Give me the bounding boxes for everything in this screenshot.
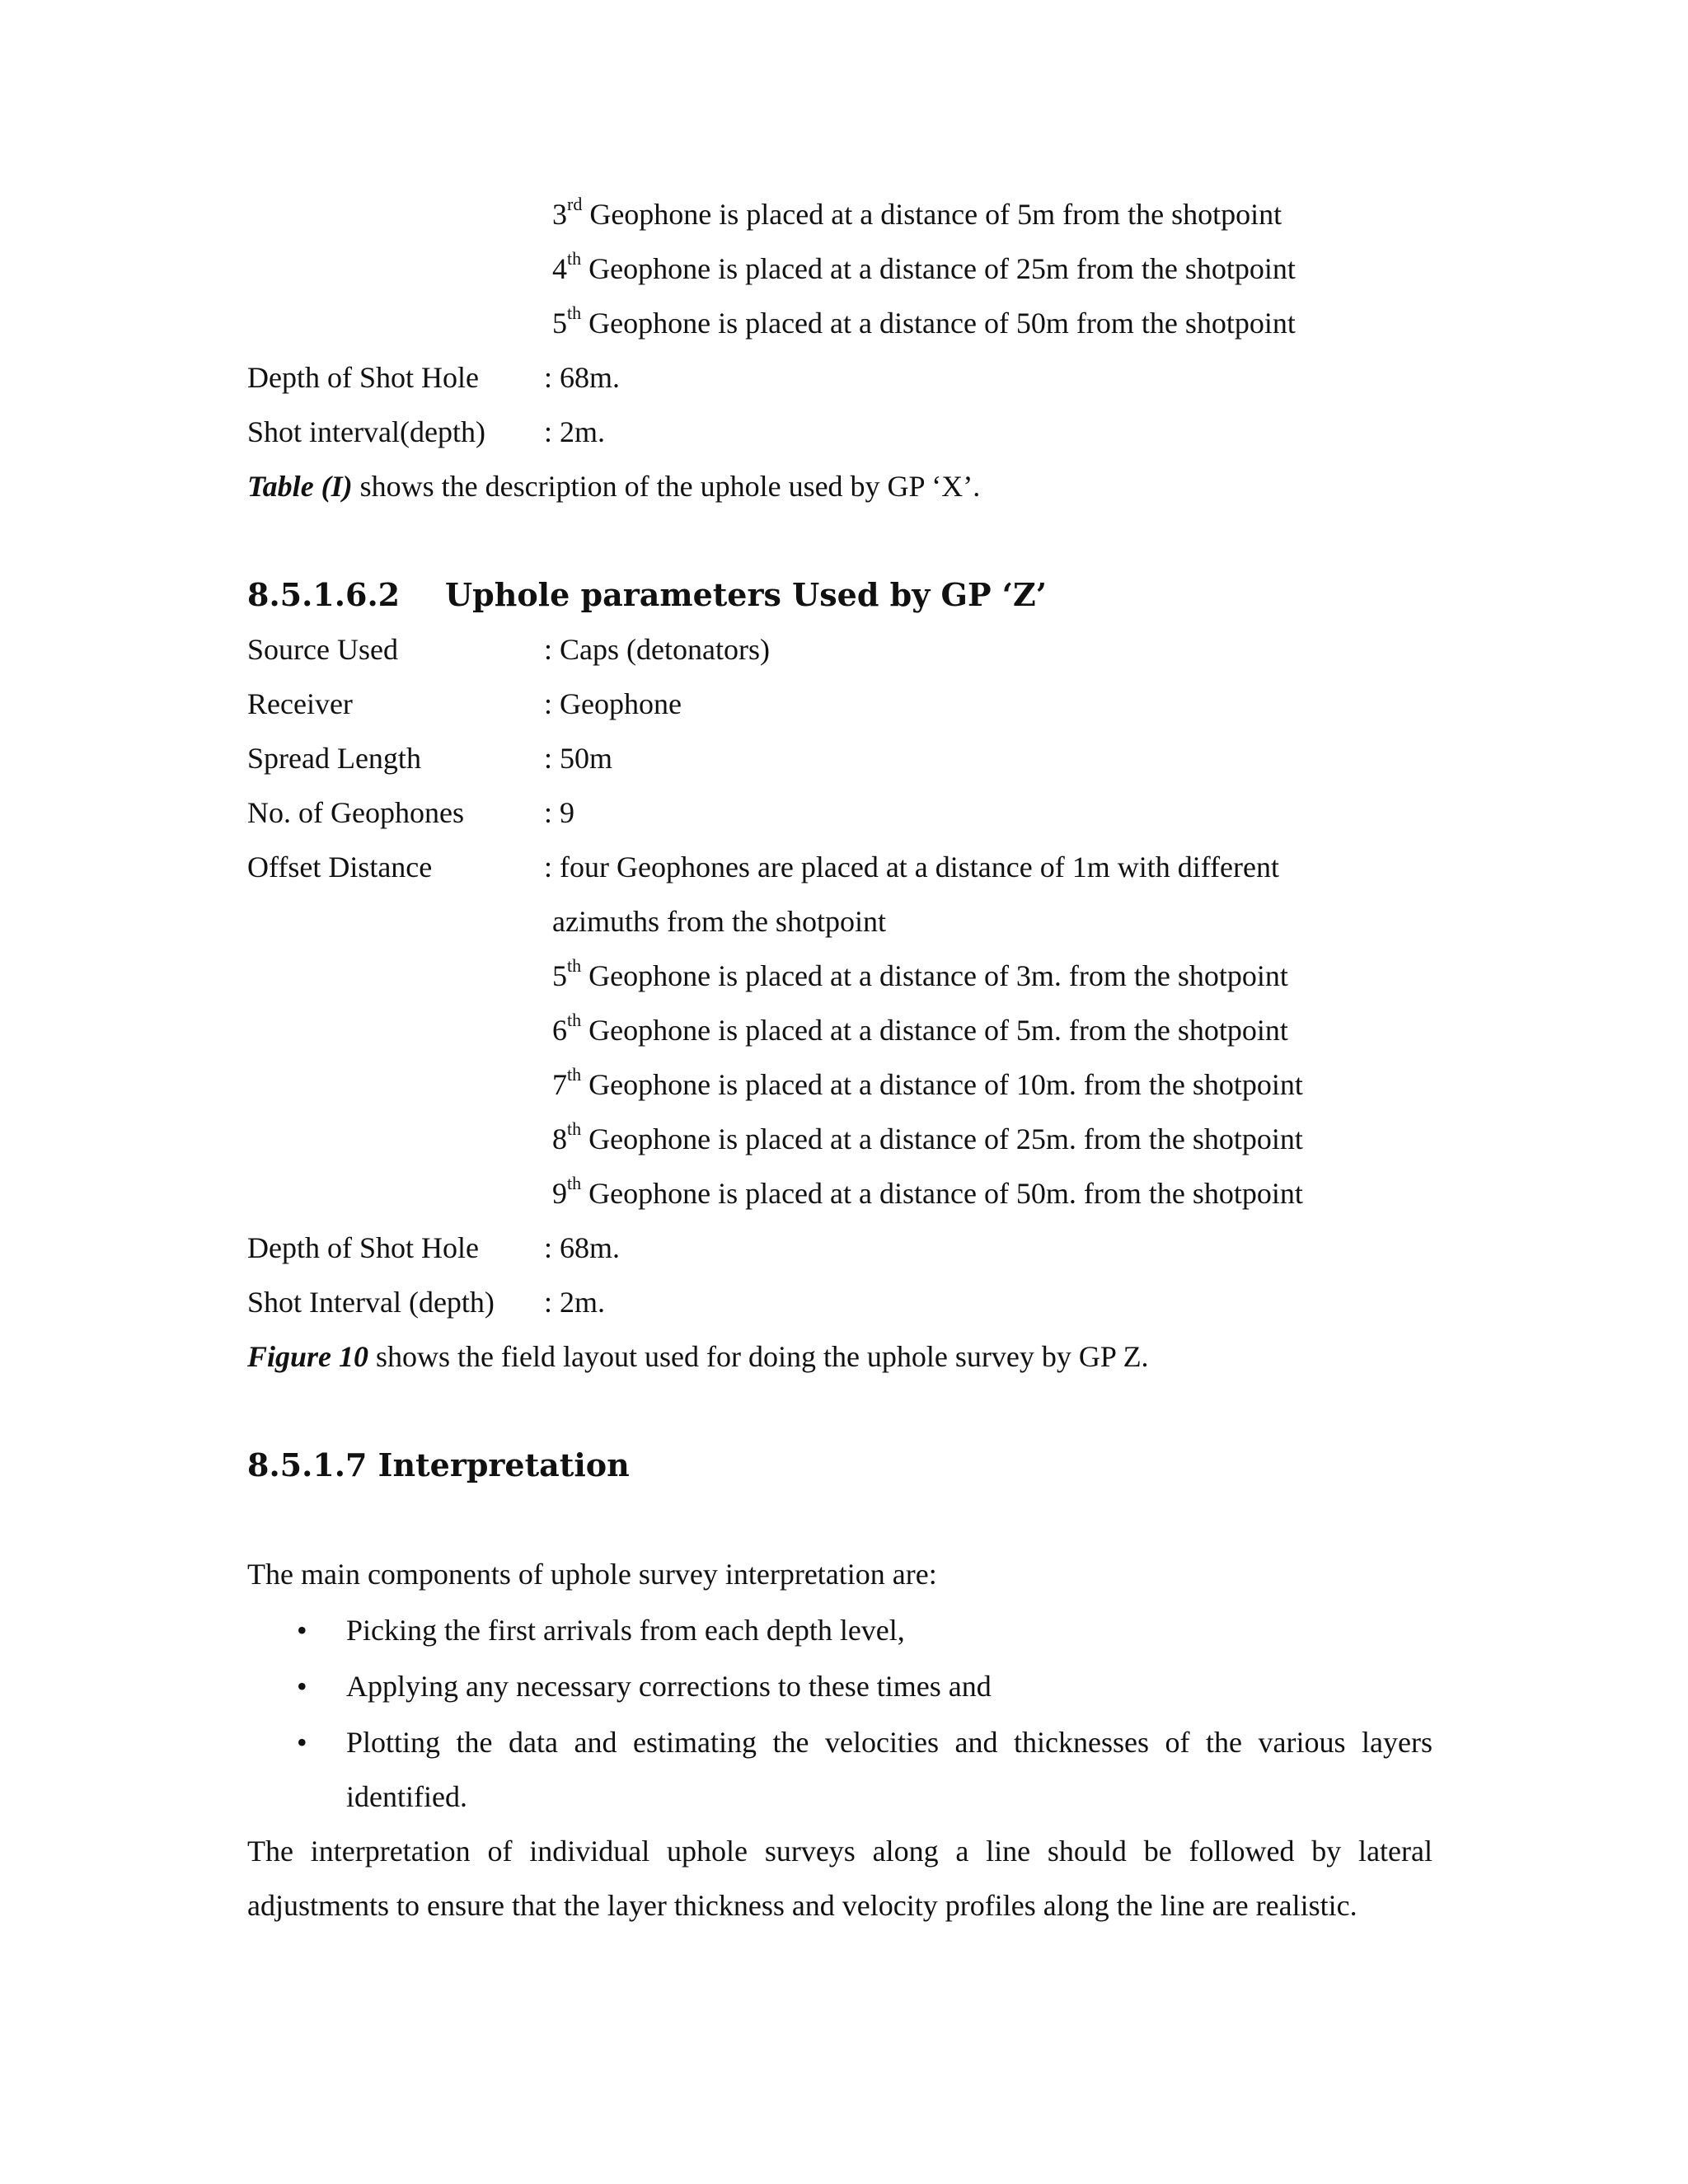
param-label-geophones: No. of Geophones [247, 796, 464, 829]
gp-x-interval-label: Shot interval(depth) [247, 415, 485, 448]
bullet-item-3: Plotting the data and estimating the velocities and thicknesses of the various layers [346, 1726, 1432, 1759]
param-label-source: Source Used [247, 633, 398, 666]
section-number-8-5-1-6-2: 8.5.1.6.2 [247, 576, 401, 613]
closing-paragraph-line-2: adjustments to ensure that the layer thickness and velocity profiles along the line are realistic. [247, 1889, 1357, 1922]
gp-z-interval-label: Shot Interval (depth) [247, 1286, 495, 1319]
gp-x-geophone-5: 5th Geophone is placed at a distance of 50m from the shotpoint [552, 302, 1296, 340]
table-reference-sentence: Table (I) shows the description of the uphole used by GP ‘X’. [247, 470, 981, 503]
param-value-offset: : four Geophones are placed at a distance of 1m with different [544, 851, 1280, 883]
gp-x-interval-value: : 2m. [544, 415, 606, 448]
gp-x-geophone-3: 3rd Geophone is placed at a distance of 5m from the shotpoint [552, 194, 1282, 231]
param-value-receiver: : Geophone [544, 687, 682, 720]
bullet-point: • [297, 1726, 307, 1759]
param-label-offset: Offset Distance [247, 851, 433, 883]
figure-reference-sentence: Figure 10 shows the field layout used for doing the uphole survey by GP Z. [247, 1340, 1149, 1373]
param-label-receiver: Receiver [247, 687, 353, 720]
param-value-offset-continuation: azimuths from the shotpoint [552, 905, 886, 938]
section-heading-interpretation: 8.5.1.7 Interpretation [247, 1446, 630, 1483]
gp-x-depth-label: Depth of Shot Hole [247, 361, 479, 394]
gp-z-depth-label: Depth of Shot Hole [247, 1231, 479, 1264]
section-title-gp-z: Uphole parameters Used by GP ‘Z’ [445, 576, 1047, 613]
gp-z-geophone-8: 8th Geophone is placed at a distance of 25m. from the shotpoint [552, 1118, 1303, 1155]
param-label-spread: Spread Length [247, 742, 421, 775]
param-value-geophones: : 9 [544, 796, 575, 829]
gp-z-depth-value: : 68m. [544, 1231, 621, 1264]
bullet-item-2: Applying any necessary corrections to these times and [346, 1670, 992, 1703]
gp-z-geophone-7: 7th Geophone is placed at a distance of 10m. from the shotpoint [552, 1064, 1303, 1101]
gp-x-depth-value: : 68m. [544, 361, 621, 394]
bullet-item-3-continuation: identified. [346, 1780, 467, 1813]
gp-z-geophone-5: 5th Geophone is placed at a distance of 3m. from the shotpoint [552, 955, 1288, 992]
param-value-source: : Caps (detonators) [544, 633, 770, 666]
gp-x-geophone-4: 4th Geophone is placed at a distance of 25m from the shotpoint [552, 248, 1296, 285]
figure-ref: Figure 10 [247, 1340, 369, 1373]
param-value-spread: : 50m [544, 742, 613, 775]
bullet-point: • [297, 1614, 307, 1647]
gp-z-geophone-6: 6th Geophone is placed at a distance of 5m. from the shotpoint [552, 1010, 1288, 1047]
bullet-item-1: Picking the first arrivals from each depth level, [346, 1614, 905, 1647]
bullet-point: • [297, 1670, 307, 1703]
gp-z-geophone-9: 9th Geophone is placed at a distance of 50m. from the shotpoint [552, 1173, 1303, 1210]
table-ref: Table (I) [247, 470, 353, 503]
closing-paragraph-line-1: The interpretation of individual uphole surveys along a line should be followed by lateral [247, 1835, 1432, 1868]
interpretation-intro: The main components of uphole survey interpretation are: [247, 1558, 937, 1591]
gp-z-interval-value: : 2m. [544, 1286, 606, 1319]
